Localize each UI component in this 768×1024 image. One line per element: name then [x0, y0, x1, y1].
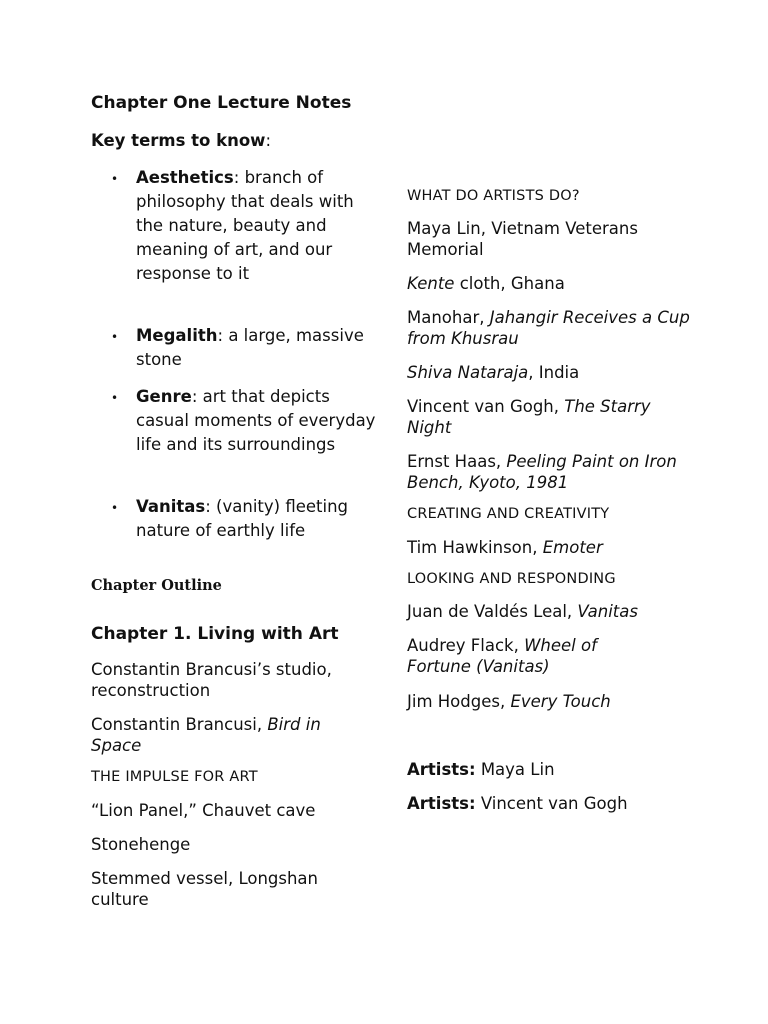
bullet-icon: • — [111, 501, 119, 515]
outline-item — [407, 362, 579, 383]
outline-item — [407, 451, 697, 493]
key-terms-heading — [91, 130, 271, 151]
outline-item: Constantin Brancusi’s studio, reconstruction — [91, 660, 332, 700]
artists-line — [407, 793, 628, 814]
outline-item: Stonehenge — [91, 835, 191, 854]
artists-label: Artists: — [407, 760, 476, 779]
term-aesthetics — [136, 166, 376, 286]
item-text: , India — [528, 363, 580, 382]
item-title: Kente — [407, 274, 455, 293]
item-text: Audrey Flack, — [407, 636, 525, 655]
outline-item — [407, 601, 638, 622]
section-heading: THE IMPULSE FOR ART — [91, 769, 258, 785]
outline-item: Stemmed vessel, Longshan culture — [91, 869, 318, 909]
item-title: Wheel of Fortune (Vanitas) — [407, 636, 597, 676]
term-genre — [136, 385, 376, 457]
outline-item — [407, 537, 603, 558]
section-heading: WHAT DO ARTISTS DO? — [407, 188, 580, 204]
artist-name: Vincent van Gogh — [475, 794, 628, 813]
artist-name: Maya Lin — [475, 760, 555, 779]
section-heading: LOOKING AND RESPONDING — [407, 571, 616, 587]
item-title: Shiva Nataraja — [407, 363, 529, 382]
term-definition: : (vanity) fleeting nature of earthly life — [136, 497, 349, 540]
outline-item — [407, 307, 697, 349]
outline-item — [91, 714, 361, 756]
term-name: Vanitas — [136, 497, 206, 516]
item-title: Peeling Paint on Iron Bench, Kyoto, 1981 — [407, 452, 677, 492]
section-heading: CREATING AND CREATIVITY — [407, 506, 610, 522]
item-title: Every Touch — [510, 692, 611, 711]
artists-label: Artists: — [407, 794, 476, 813]
item-text: Manohar, — [407, 308, 490, 327]
term-definition: : art that depicts casual moments of everyday life and its surroundings — [136, 387, 376, 454]
item-text: cloth, Ghana — [454, 274, 565, 293]
item-title: Jahangir Receives a Cup from Khusrau — [407, 308, 690, 348]
chapter-heading: Chapter 1. Living with Art — [91, 624, 339, 644]
outline-item — [407, 691, 611, 712]
item-title: Vanitas — [577, 602, 638, 621]
outline-item — [407, 396, 697, 438]
key-terms-label: Key terms to know — [91, 131, 266, 150]
outline-item — [407, 635, 647, 677]
artists-line — [407, 759, 555, 780]
item-title: Bird in Space — [91, 715, 321, 755]
outline-item — [407, 273, 565, 294]
item-title: Emoter — [542, 538, 603, 557]
item-text: Constantin Brancusi, — [91, 715, 268, 734]
item-text: Jim Hodges, — [407, 692, 511, 711]
term-name: Genre — [136, 387, 192, 406]
page-title: Chapter One Lecture Notes — [91, 93, 352, 113]
term-definition: : branch of philosophy that deals with the nature, beauty and meaning of art, and our response to it — [136, 168, 354, 283]
key-terms-colon: : — [265, 131, 271, 150]
outline-item: Maya Lin, Vietnam Veterans Memorial — [407, 219, 638, 259]
outline-heading: Chapter Outline — [91, 577, 222, 594]
bullet-icon: • — [111, 172, 119, 186]
item-text: Ernst Haas, — [407, 452, 507, 471]
bullet-icon: • — [111, 330, 119, 344]
outline-item: “Lion Panel,” Chauvet cave — [91, 801, 316, 820]
term-definition: : a large, massive stone — [136, 326, 364, 369]
bullet-icon: • — [111, 391, 119, 405]
term-name: Megalith — [136, 326, 218, 345]
item-text: Tim Hawkinson, — [407, 538, 543, 557]
item-title: The Starry Night — [407, 397, 651, 437]
term-name: Aesthetics — [136, 168, 234, 187]
item-text: Juan de Valdés Leal, — [407, 602, 578, 621]
item-text: Vincent van Gogh, — [407, 397, 565, 416]
term-vanitas — [136, 495, 376, 543]
term-megalith — [136, 324, 376, 372]
